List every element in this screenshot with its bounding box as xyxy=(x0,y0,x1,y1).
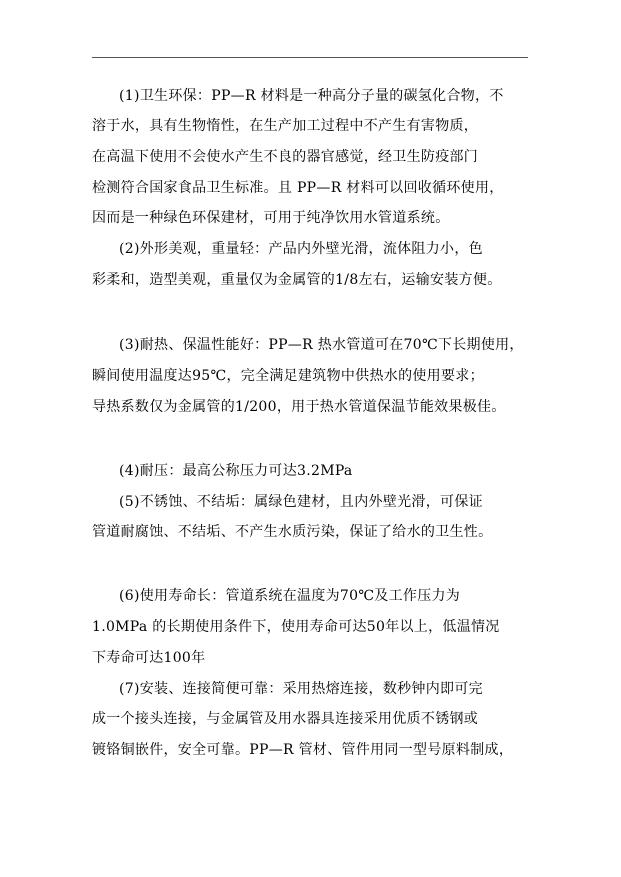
p5-line-1: (5)不锈蚀、不结垢：属绿色建材，且内外壁光滑，可保证 xyxy=(119,494,483,510)
p7-line-2: 成一个接头连接，与金属管及用水器具连接采用优质不锈钢或 xyxy=(92,711,479,727)
p2-line-2: 彩柔和，造型美观，重量仅为金属管的1/8左右，运输安装方便。 xyxy=(92,272,502,288)
p5-line-2: 管道耐腐蚀、不结垢、不产生水质污染，保证了给水的卫生性。 xyxy=(92,524,493,540)
p3-line-1: (3)耐热、保温性能好：PP—R 热水管道可在70℃下长期使用， xyxy=(119,337,524,353)
p3-line-2: 瞬间使用温度达95℃，完全满足建筑物中供热水的使用要求； xyxy=(92,368,484,384)
p4-line-1: (4)耐压：最高公称压力可达3.2MPa xyxy=(119,463,353,479)
p1-line-3: 在高温下使用不会使水产生不良的器官感觉，经卫生防疫部门 xyxy=(92,149,479,165)
p1-line-5: 因而是一种绿色环保建材，可用于纯净饮用水管道系统。 xyxy=(92,210,450,226)
p1-line-2: 溶于水，具有生物惰性，在生产加工过程中不产生有害物质， xyxy=(92,118,479,134)
p7-line-3: 镀铬铜嵌件，安全可靠。PP—R 管材、管件用同一型号原料制成， xyxy=(92,742,514,758)
p2-line-1: (2)外形美观，重量轻：产品内外壁光滑，流体阻力小，色 xyxy=(119,241,483,257)
p6-line-3: 下寿命可达100年 xyxy=(92,650,206,666)
p6-line-2: 1.0MPa 的长期使用条件下，使用寿命可达50年以上，低温情况 xyxy=(92,619,500,635)
p7-line-1: (7)安装、连接简便可靠：采用热熔连接，数秒钟内即可完 xyxy=(119,681,483,697)
header-rule xyxy=(92,57,528,58)
p1-line-4: 检测符合国家食品卫生标准。且 PP—R 材料可以回收循环使用， xyxy=(92,180,504,196)
p1-line-1: (1)卫生环保：PP—R 材料是一种高分子量的碳氢化合物，不 xyxy=(119,88,504,104)
p6-line-1: (6)使用寿命长：管道系统在温度为70℃及工作压力为 xyxy=(119,588,461,604)
p3-line-3: 导热系数仅为金属管的1/200，用于热水管道保温节能效果极佳。 xyxy=(92,399,506,415)
